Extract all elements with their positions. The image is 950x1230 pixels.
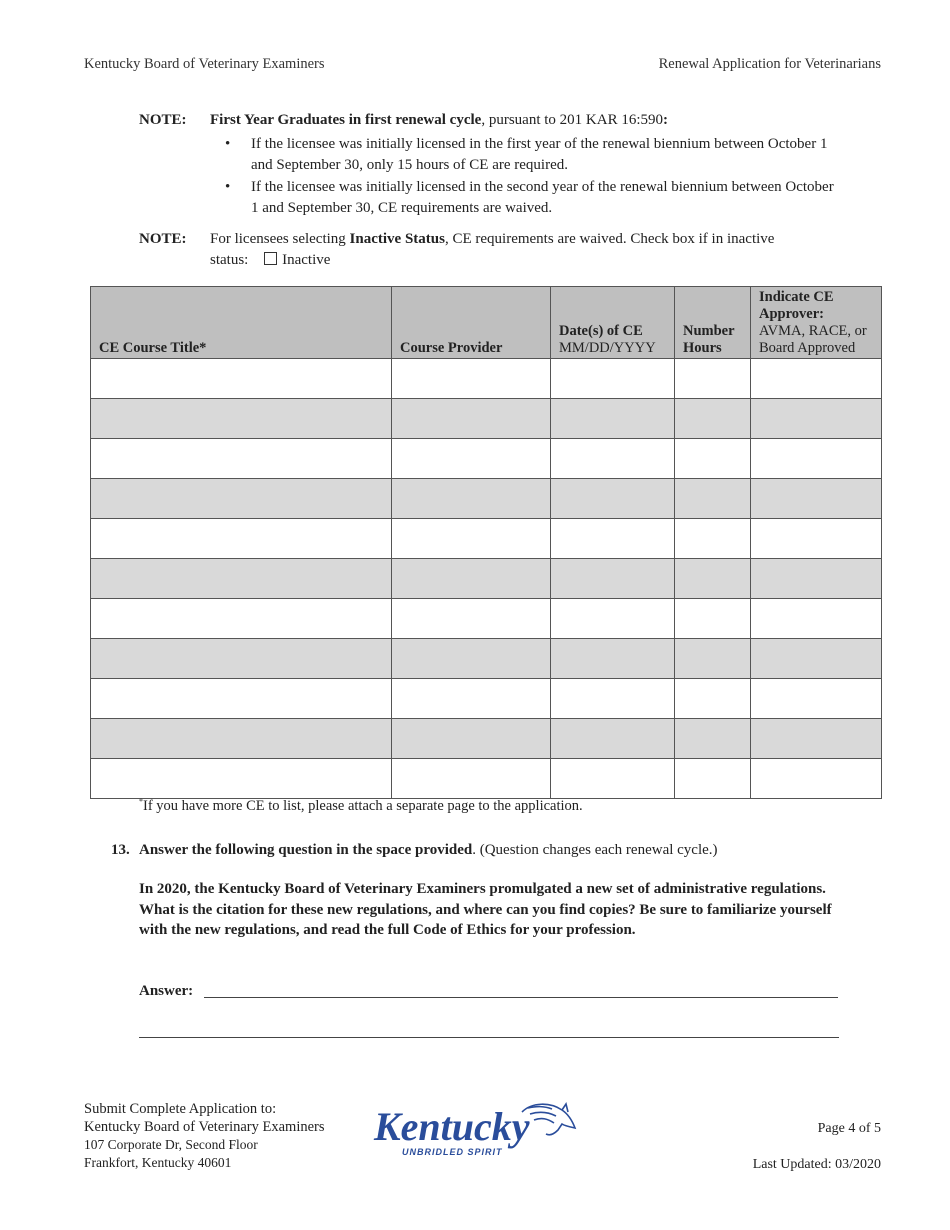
cell-date[interactable] xyxy=(551,359,675,399)
cell-date[interactable] xyxy=(551,639,675,679)
inactive-checkbox-group[interactable] xyxy=(264,252,330,268)
cell-course-title[interactable] xyxy=(91,719,392,759)
cell-course-title[interactable] xyxy=(91,759,392,799)
table-row xyxy=(91,599,882,639)
cell-hours[interactable] xyxy=(675,479,751,519)
inactive-status-term: Inactive Status xyxy=(349,231,445,247)
col-header-provider: Course Provider xyxy=(392,287,551,359)
inactive-checkbox[interactable] xyxy=(264,252,277,265)
cell-course-provider[interactable] xyxy=(392,679,551,719)
question-number: 13. xyxy=(111,842,130,858)
cell-course-provider[interactable] xyxy=(392,439,551,479)
cell-course-title[interactable] xyxy=(91,639,392,679)
cell-approver[interactable] xyxy=(751,559,882,599)
cell-date[interactable] xyxy=(551,679,675,719)
note1-label: NOTE: xyxy=(139,112,187,128)
kentucky-logo xyxy=(372,1100,578,1158)
cell-approver[interactable] xyxy=(751,599,882,639)
cell-course-provider[interactable] xyxy=(392,559,551,599)
cell-date[interactable] xyxy=(551,719,675,759)
cell-hours[interactable] xyxy=(675,559,751,599)
cell-date[interactable] xyxy=(551,479,675,519)
answer-label: Answer: xyxy=(139,983,194,999)
note1-rest: , pursuant to 201 KAR 16:590 xyxy=(481,112,663,128)
ce-table-header xyxy=(91,287,882,359)
cell-hours[interactable] xyxy=(675,359,751,399)
cell-course-title[interactable] xyxy=(91,439,392,479)
cell-course-provider[interactable] xyxy=(392,399,551,439)
footer-board-line: Kentucky Board of Veterinary Examiners xyxy=(84,1118,325,1135)
table-row xyxy=(91,479,882,519)
page-number: Page 4 of 5 xyxy=(817,1121,881,1136)
answer-line-2[interactable] xyxy=(139,1037,839,1038)
table-row xyxy=(91,359,882,399)
question-prompt: In 2020, the Kentucky Board of Veterinary Examiners promulgated a new set of administrative regulations. What is the citation for these new regulations, and where can you find copies? Be sure to familiarize yourself with the new regulations, and read the full Code of Ethics for your profession. xyxy=(139,881,832,938)
note1-bullet-1: • If the licensee was initially licensed in the first year of the renewal biennium between October 1 and September 30, only 15 hours of CE are required. xyxy=(225,134,835,176)
table-row xyxy=(91,439,882,479)
cell-course-provider[interactable] xyxy=(392,759,551,799)
cell-date[interactable] xyxy=(551,759,675,799)
col-header-approver: Indicate CE Approver: AVMA, RACE, or Board Approved xyxy=(751,287,882,359)
cell-course-title[interactable] xyxy=(91,399,392,439)
table-row xyxy=(91,759,882,799)
logo-tagline: UNBRIDLED SPIRIT xyxy=(402,1147,503,1157)
cell-course-provider[interactable] xyxy=(392,639,551,679)
header-right: Renewal Application for Veterinarians xyxy=(658,56,881,72)
last-updated: Last Updated: 03/2020 xyxy=(752,1157,881,1172)
cell-course-provider[interactable] xyxy=(392,599,551,639)
note1-bullet-2: • If the licensee was initially licensed in the second year of the renewal biennium between October 1 and September 30, CE requirements are waived. xyxy=(225,177,835,219)
footer-submit-line: Submit Complete Application to: xyxy=(84,1101,277,1117)
cell-course-title[interactable] xyxy=(91,559,392,599)
footer-city-line: Frankfort, Kentucky 40601 xyxy=(84,1154,232,1170)
cell-hours[interactable] xyxy=(675,759,751,799)
cell-course-title[interactable] xyxy=(91,599,392,639)
cell-date[interactable] xyxy=(551,559,675,599)
cell-approver[interactable] xyxy=(751,399,882,439)
cell-approver[interactable] xyxy=(751,679,882,719)
cell-hours[interactable] xyxy=(675,639,751,679)
note1-title: First Year Graduates in first renewal cycle xyxy=(210,112,482,128)
col-header-title: CE Course Title* xyxy=(91,287,392,359)
cell-course-provider[interactable] xyxy=(392,479,551,519)
cell-date[interactable] xyxy=(551,439,675,479)
cell-course-title[interactable] xyxy=(91,359,392,399)
table-row xyxy=(91,639,882,679)
question-title: Answer the following question in the space provided. (Question changes each renewal cycle.) xyxy=(139,842,718,858)
answer-line-1[interactable] xyxy=(204,997,838,998)
table-row xyxy=(91,399,882,439)
cell-date[interactable] xyxy=(551,599,675,639)
header-left: Kentucky Board of Veterinary Examiners xyxy=(84,56,325,72)
cell-hours[interactable] xyxy=(675,439,751,479)
cell-approver[interactable] xyxy=(751,479,882,519)
logo-word: Kentucky xyxy=(374,1104,530,1149)
kentucky-logo-svg xyxy=(372,1100,578,1158)
table-row xyxy=(91,719,882,759)
cell-hours[interactable] xyxy=(675,599,751,639)
cell-date[interactable] xyxy=(551,399,675,439)
cell-approver[interactable] xyxy=(751,359,882,399)
table-row xyxy=(91,519,882,559)
table-footnote: *If you have more CE to list, please attach a separate page to the application. xyxy=(139,797,583,814)
cell-approver[interactable] xyxy=(751,639,882,679)
cell-approver[interactable] xyxy=(751,439,882,479)
footer-street-line: 107 Corporate Dr, Second Floor xyxy=(84,1137,258,1152)
cell-course-provider[interactable] xyxy=(392,519,551,559)
cell-approver[interactable] xyxy=(751,519,882,559)
horse-head-icon xyxy=(522,1104,575,1135)
cell-hours[interactable] xyxy=(675,399,751,439)
cell-course-title[interactable] xyxy=(91,679,392,719)
cell-course-title[interactable] xyxy=(91,479,392,519)
cell-course-provider[interactable] xyxy=(392,719,551,759)
ce-table xyxy=(90,286,882,799)
note2-body: For licensees selecting Inactive Status, CE requirements are waived. Check box if in inactive status: Inactive xyxy=(210,231,775,268)
col-header-hours: Number Hours xyxy=(675,287,751,359)
cell-hours[interactable] xyxy=(675,519,751,559)
note2-label: NOTE: xyxy=(139,231,187,247)
note1-bullets xyxy=(225,134,835,219)
note1-body: First Year Graduates in first renewal cycle, pursuant to 201 KAR 16:590: xyxy=(210,112,668,128)
cell-hours[interactable] xyxy=(675,719,751,759)
cell-course-provider[interactable] xyxy=(392,359,551,399)
inactive-checkbox-label: Inactive xyxy=(282,252,331,268)
table-row xyxy=(91,559,882,599)
col-header-date: Date(s) of CE MM/DD/YYYY xyxy=(551,287,675,359)
cell-date[interactable] xyxy=(551,519,675,559)
footer-address xyxy=(84,1101,325,1171)
cell-approver[interactable] xyxy=(751,759,882,799)
cell-hours[interactable] xyxy=(675,679,751,719)
cell-approver[interactable] xyxy=(751,719,882,759)
table-row xyxy=(91,679,882,719)
cell-course-title[interactable] xyxy=(91,519,392,559)
